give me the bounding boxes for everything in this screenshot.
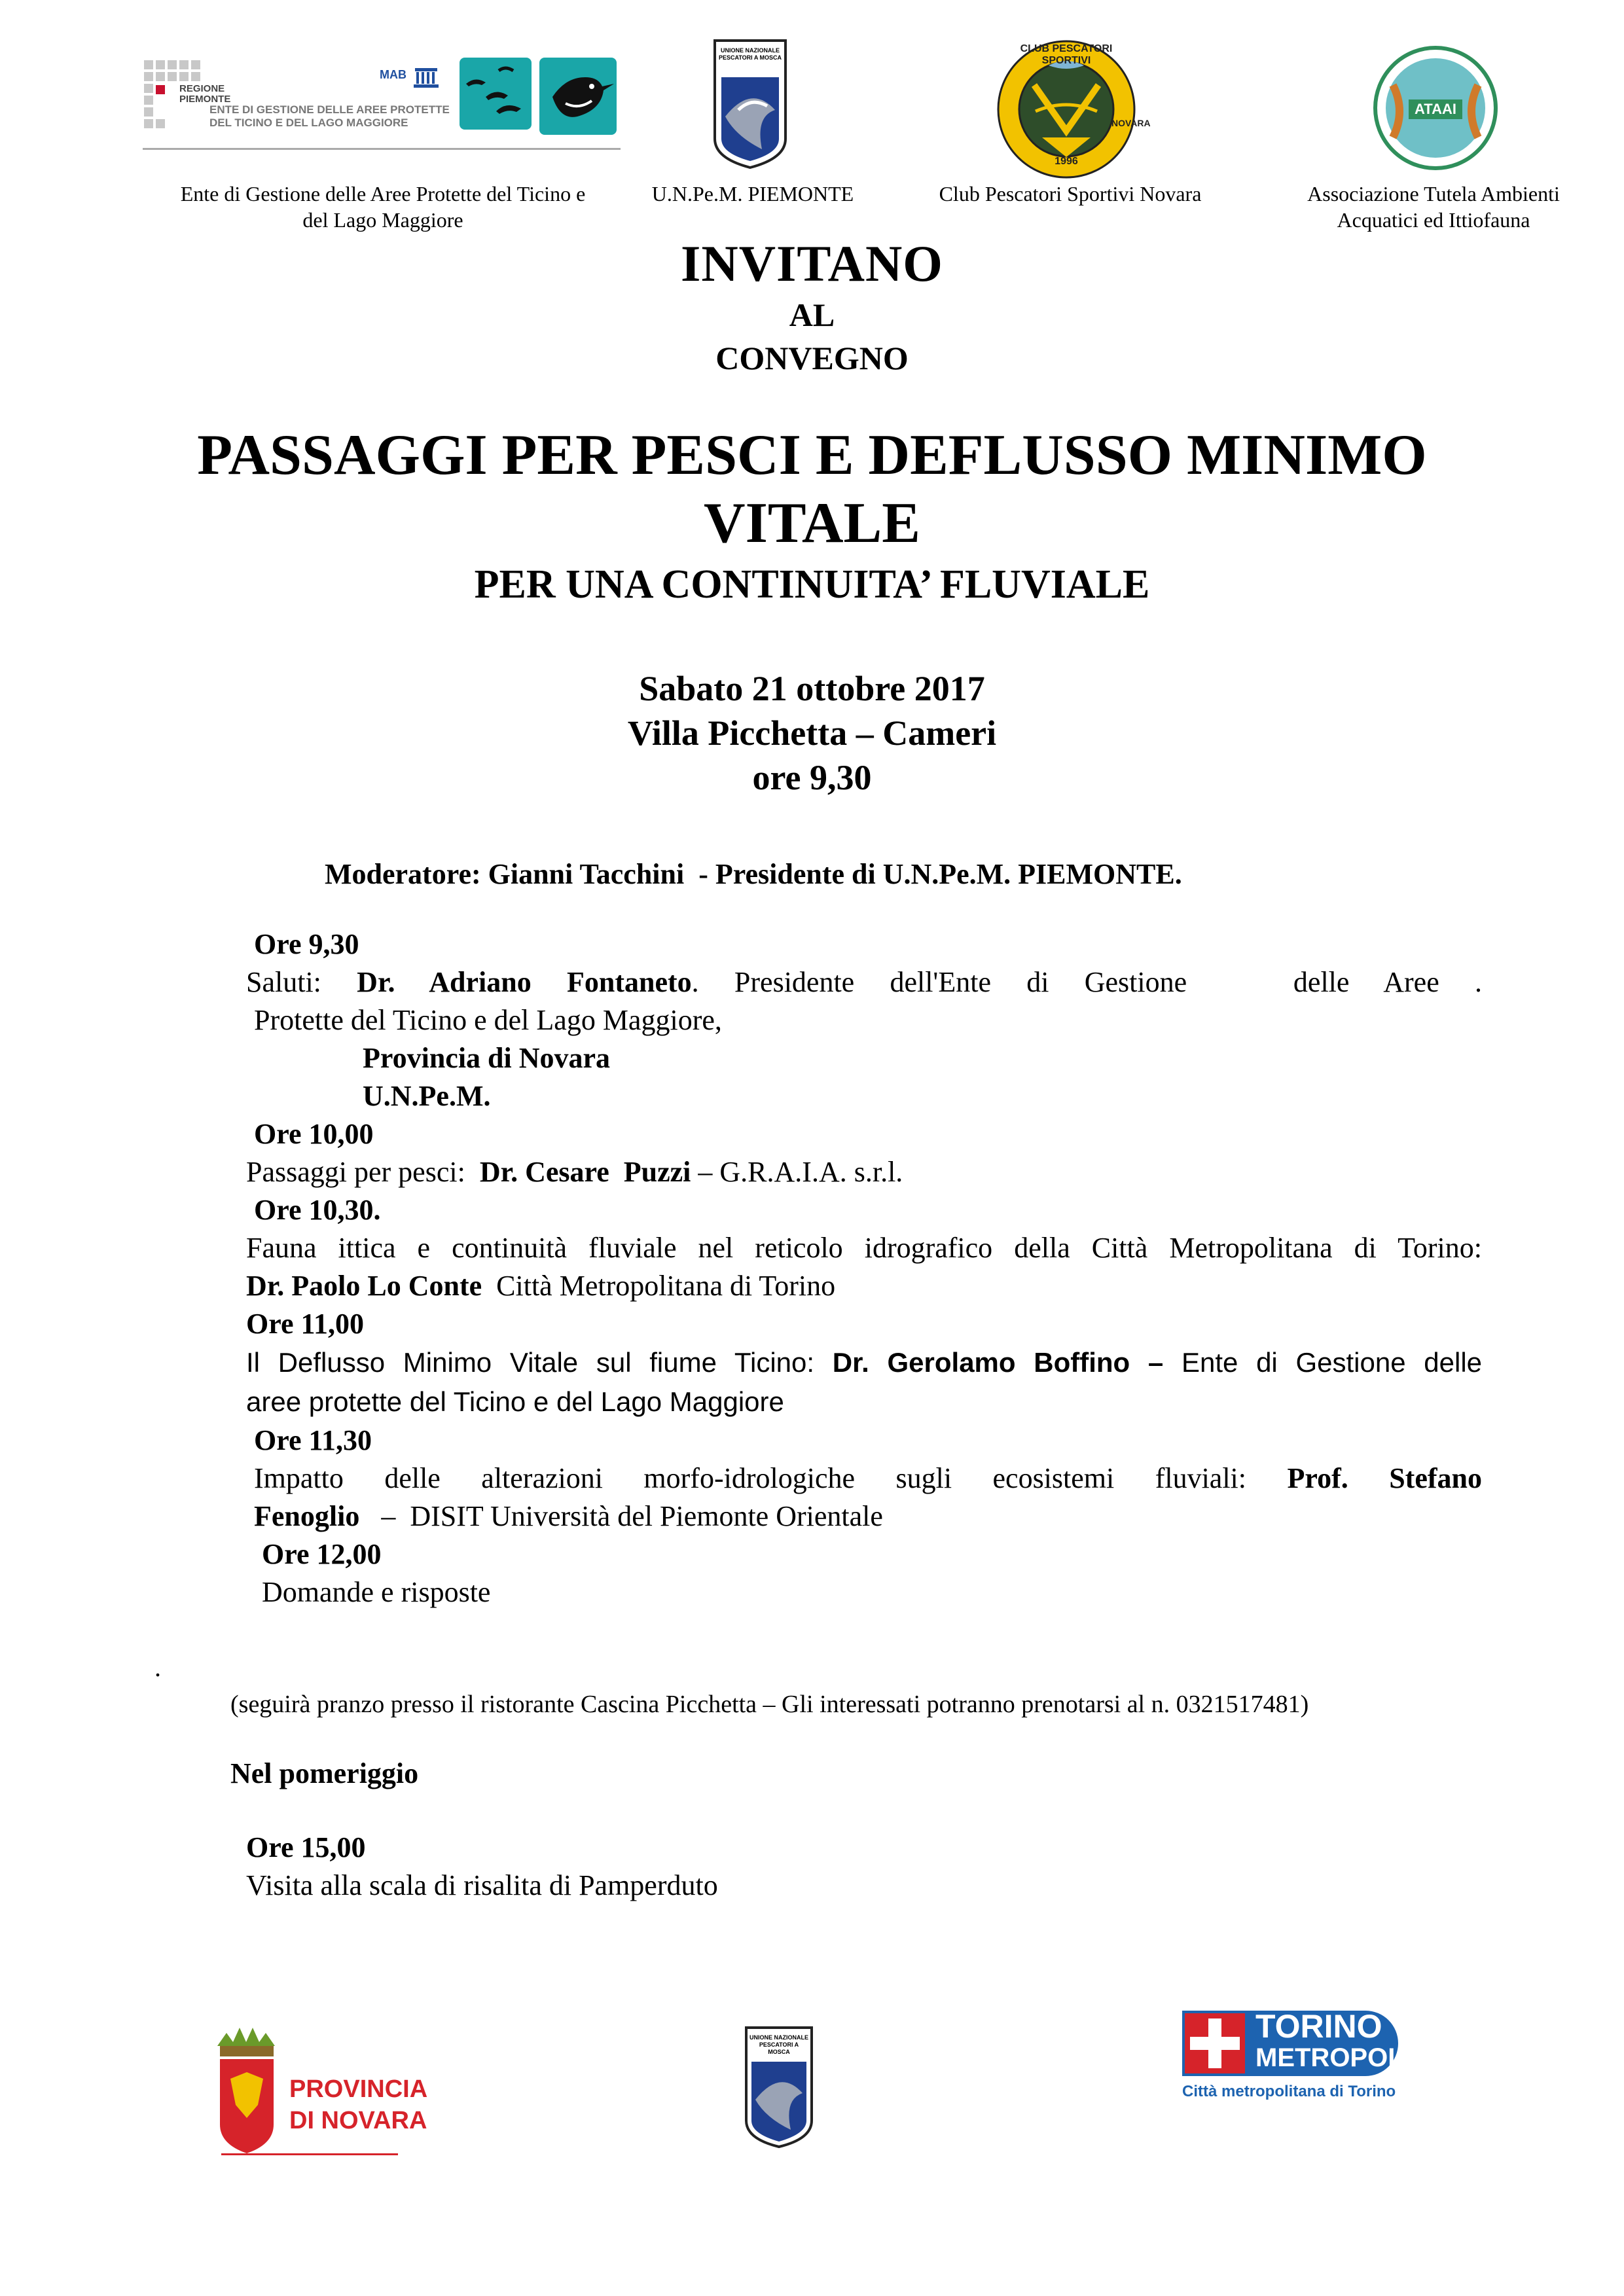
ducks-icon: [460, 58, 532, 130]
program-s4-prefix: Il Deflusso Minimo Vitale sul fiume Ticino:: [246, 1347, 815, 1378]
event-date: Sabato 21 ottobre 2017: [639, 669, 985, 708]
program-session-1-line1: [246, 963, 1482, 1001]
caption-ente-line2: del Lago Maggiore: [302, 208, 463, 232]
provincia-logo-rule: [221, 2153, 398, 2155]
torino-logo-line1: TORINO: [1255, 2008, 1382, 2045]
caption-ataai-line1: Associazione Tutela Ambienti: [1307, 182, 1560, 206]
club-logo-top-text: CLUB PESCATORI SPORTIVI: [1020, 43, 1113, 66]
caption-club-line1: Club Pescatori Sportivi Novara: [939, 182, 1202, 206]
unpem-footer-text: [749, 2034, 809, 2056]
program-session-3-line1: Fauna ittica e continuità fluviale nel reticolo idrografico della Città Metropolitana di Torino:: [246, 1232, 1482, 1264]
program-s1-unpem: U.N.Pe.M.: [363, 1080, 491, 1112]
program-session-4-line2: aree protette del Ticino e del Lago Maggiore: [246, 1386, 784, 1417]
caption-ente-aree-protette: [157, 181, 609, 233]
provincia-novara-logo: [211, 2026, 428, 2157]
regione-label-line1: REGIONE: [179, 83, 225, 94]
program-session-3-line2: [246, 1267, 1482, 1305]
program: [246, 925, 1482, 1611]
afternoon-program: [246, 1829, 718, 1905]
header-rule: [143, 148, 621, 150]
speaker-boffino: Dr. Gerolamo Boffino –: [832, 1347, 1164, 1378]
program-s2-rest: – G.R.A.I.A. s.r.l.: [691, 1156, 903, 1188]
speaker-fenoglio-last: Fenoglio: [254, 1500, 360, 1532]
program-s1-prefix: Saluti:: [246, 966, 321, 998]
program-time-4: Ore 11,00: [246, 1308, 365, 1340]
torino-logo-line2: METROPOLI: [1255, 2043, 1411, 2072]
program-s1-rest: . Presidente dell'Ente di Gestione delle Aree .: [691, 966, 1482, 998]
program-time-1: Ore 9,30: [254, 928, 359, 960]
kingfisher-icon: [539, 58, 617, 135]
caption-ente-line1: Ente di Gestione delle Aree Protette del Ticino e: [180, 182, 586, 206]
savoy-cross-icon: [1185, 2013, 1245, 2073]
provincia-logo-text-line2: DI NOVARA: [289, 2107, 427, 2134]
regione-label: [179, 84, 230, 105]
speaker-fontaneto: Dr. Adriano Fontaneto: [357, 966, 692, 998]
event-time: ore 9,30: [752, 758, 872, 797]
unpem-footer-text-line2: PESCATORI A MOSCA: [759, 2041, 799, 2055]
speaker-fenoglio-first: Prof. Stefano: [1287, 1462, 1482, 1494]
unpem-footer-text-line1: UNIONE NAZIONALE: [749, 2034, 808, 2041]
program-session-5-line1: [246, 1460, 1482, 1498]
program-s4-rest: Ente di Gestione delle: [1163, 1347, 1483, 1378]
lunch-note: (seguirà pranzo presso il ristorante Cascina Picchetta – Gli interessati potranno prenotarsi al n. 0321517481): [230, 1691, 1309, 1718]
program-s1-provincia: Provincia di Novara: [363, 1042, 611, 1074]
provincia-logo-text-line1: PROVINCIA: [289, 2075, 428, 2103]
event-venue: Villa Picchetta – Cameri: [627, 713, 997, 753]
club-logo-bottom-text: NOVARA: [1111, 118, 1151, 128]
program-s3-rest: Città Metropolitana di Torino: [482, 1270, 836, 1302]
mab-unesco-icon: [378, 63, 444, 96]
title-convegno: CONVEGNO: [715, 340, 909, 376]
program-s5-rest: – DISIT Università del Piemonte Orientale: [359, 1500, 883, 1532]
unpem-logo-text: [719, 47, 782, 62]
afternoon-heading: Nel pomeriggio: [230, 1757, 419, 1789]
program-session-5-line2: [246, 1498, 1482, 1535]
torino-logo-caption: Città metropolitana di Torino: [1182, 2083, 1396, 2100]
speaker-puzzi: Dr. Cesare Puzzi: [479, 1156, 691, 1188]
unpem-logo: [712, 38, 788, 169]
program-s5-text: Impatto delle alterazioni morfo-idrologiche sugli ecosistemi fluviali:: [254, 1462, 1247, 1494]
event-details: [0, 666, 1624, 800]
main-title: [0, 422, 1624, 558]
caption-unpem: [628, 181, 877, 207]
caption-ataai: [1283, 181, 1584, 233]
unpem-footer-logo: [744, 2025, 814, 2149]
caption-club-pescatori: [910, 181, 1231, 207]
main-title-line2: VITALE: [704, 492, 920, 555]
provincia-logo-text: [289, 2073, 427, 2136]
program-session-6: Domande e risposte: [262, 1576, 491, 1608]
program-session-2: [246, 1153, 1482, 1191]
afternoon-text: Visita alla scala di risalita di Pamperduto: [246, 1869, 718, 1901]
subtitle: PER UNA CONTINUITA’ FLUVIALE: [474, 562, 1150, 607]
caption-unpem-line1: U.N.Pe.M. PIEMONTE: [651, 182, 854, 206]
program-time-6: Ore 12,00: [262, 1538, 382, 1570]
mab-text: MAB: [380, 68, 406, 81]
afternoon-time: Ore 15,00: [246, 1831, 366, 1863]
torino-logo-text: [1255, 2008, 1411, 2073]
ente-aree-protette-logo: [143, 58, 621, 156]
main-title-line1: PASSAGGI PER PESCI E DEFLUSSO MINIMO: [197, 423, 1427, 487]
unpem-logo-text-line2: PESCATORI A MOSCA: [719, 54, 782, 61]
regione-label-line2: PIEMONTE: [179, 94, 231, 105]
club-pescatori-logo: [996, 39, 1151, 179]
program-time-2: Ore 10,00: [254, 1118, 374, 1150]
ente-label: [209, 103, 450, 130]
torino-metropoli-logo: [1182, 2008, 1411, 2109]
unpem-logo-text-line1: UNIONE NAZIONALE: [721, 47, 780, 54]
program-s2-prefix: Passaggi per pesci:: [246, 1156, 465, 1188]
program-time-5: Ore 11,30: [254, 1424, 372, 1456]
ente-label-line1: ENTE DI GESTIONE DELLE AREE PROTETTE: [209, 103, 450, 116]
program-time-3: Ore 10,30.: [254, 1194, 381, 1226]
club-logo-year: 1996: [1055, 156, 1078, 167]
caption-ataai-line2: Acquatici ed Ittiofauna: [1337, 208, 1530, 232]
moderator-line: Moderatore: Gianni Tacchini - Presidente di U.N.Pe.M. PIEMONTE.: [325, 858, 1182, 890]
program-session-4-line1: [246, 1343, 1482, 1382]
ente-label-line2: DEL TICINO E DEL LAGO MAGGIORE: [209, 117, 408, 129]
speaker-lo-conte: Dr. Paolo Lo Conte: [246, 1270, 482, 1302]
ataai-logo: [1373, 46, 1498, 170]
title-al: AL: [789, 296, 835, 333]
stray-dot: .: [154, 1653, 161, 1682]
program-session-1-line2: Protette del Ticino e del Lago Maggiore,: [254, 1004, 722, 1036]
ataai-logo-text: ATAAI: [1415, 101, 1456, 117]
title-invitano: INVITANO: [681, 235, 943, 292]
